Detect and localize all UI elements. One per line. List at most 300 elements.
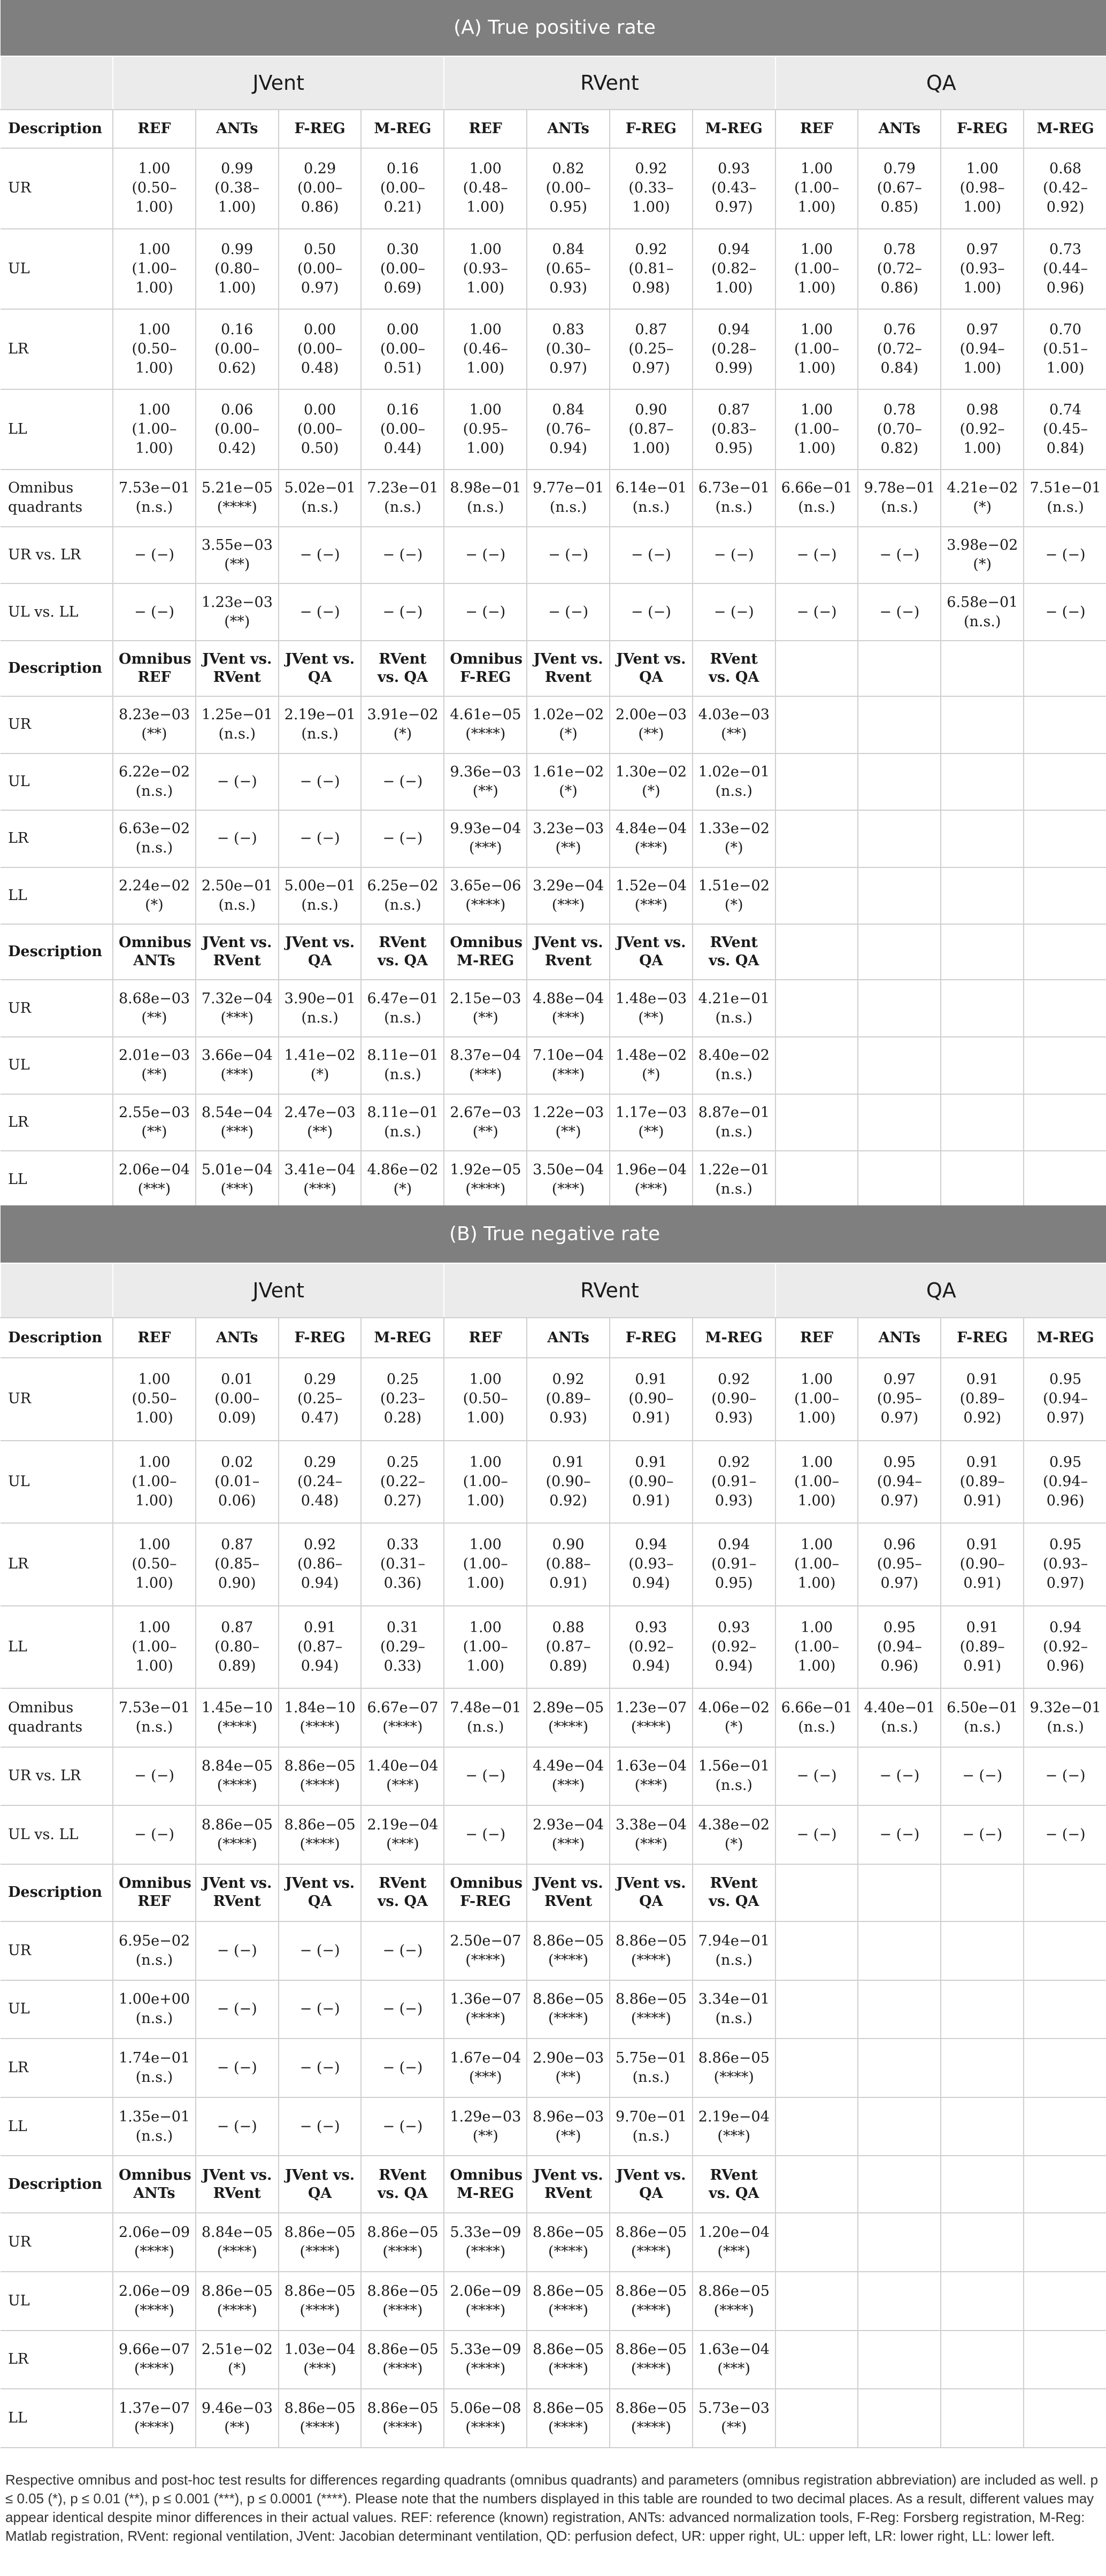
row-label: UL vs. LL <box>1 583 113 641</box>
cell-line: 4.06e−02 <box>698 1699 770 1716</box>
column-header: M-REG <box>361 1318 444 1358</box>
row-label: LR <box>1 309 113 389</box>
cell-line: 1.00 <box>138 402 171 419</box>
cell-line: (*) <box>724 1835 743 1852</box>
cell-line: (****) <box>382 2419 423 2436</box>
data-cell <box>693 1606 775 1688</box>
cell-line: 0.91 <box>635 1371 667 1388</box>
cell-line: 1.00) <box>963 359 1002 376</box>
cell-line: 0.87 <box>718 402 750 419</box>
data-cell <box>527 389 610 470</box>
table-row <box>1 389 1106 470</box>
group-header-qa: QA <box>775 56 1106 109</box>
cell-line: 0.93) <box>715 1410 753 1427</box>
column-header: Omnibus ANTs <box>113 2156 196 2213</box>
cell-line: (0.92– <box>711 1638 757 1655</box>
cell-line: (0.80– <box>214 1638 260 1655</box>
column-header: Description <box>1 110 113 149</box>
cell-line: 6.22e−02 <box>119 763 190 780</box>
row-label: LL <box>1 2389 113 2448</box>
cell-line: (***) <box>468 840 502 857</box>
cell-line: (0.93– <box>463 260 508 277</box>
cell-line: 0.84 <box>552 402 585 419</box>
cell-line: 8.87e−01 <box>698 1104 770 1121</box>
cell-line: 8.23e−03 <box>119 706 190 724</box>
row-label: LR <box>1 2331 113 2389</box>
data-cell <box>527 148 610 228</box>
data-cell <box>444 2213 527 2272</box>
data-cell <box>279 1921 362 1980</box>
cell-line: − (−) <box>217 773 257 790</box>
cell-line: 1.00) <box>632 199 670 216</box>
cell-line: 0.95) <box>715 440 753 457</box>
cell-line: (****) <box>134 2419 174 2436</box>
cell-line: 6.50e−01 <box>947 1699 1018 1716</box>
cell-line: 1.00 <box>138 160 171 178</box>
column-header: RVent vs. QA <box>361 641 444 696</box>
empty-cell <box>775 980 858 1037</box>
cell-line: − (−) <box>134 1767 174 1785</box>
data-cell <box>527 1606 610 1688</box>
cell-line: − (−) <box>548 546 588 563</box>
cell-line: (0.44– <box>1042 260 1088 277</box>
cell-line: 3.29e−04 <box>533 878 604 895</box>
data-cell <box>113 810 196 867</box>
cell-line: (0.00– <box>380 180 425 197</box>
cell-line: (0.87– <box>546 1638 591 1655</box>
table-row <box>1 1688 1106 1747</box>
data-cell <box>610 309 693 389</box>
cell-line: (0.50– <box>132 1390 177 1408</box>
data-cell <box>279 1523 362 1605</box>
cell-line: − (−) <box>382 773 423 790</box>
data-cell <box>775 583 858 641</box>
data-cell <box>693 810 775 867</box>
cell-line: (0.87– <box>297 1638 343 1655</box>
cell-line: 1.20e−04 <box>698 2224 770 2241</box>
data-cell <box>196 1037 279 1094</box>
column-header: RVent vs. QA <box>361 2156 444 2213</box>
cell-line: 0.74 <box>1049 402 1082 419</box>
cell-line: − (−) <box>382 546 423 563</box>
column-header: JVent vs. QA <box>610 641 693 696</box>
data-cell <box>444 810 527 867</box>
empty-cell <box>941 2097 1024 2156</box>
data-cell <box>610 1523 693 1605</box>
row-label: LL <box>1 2097 113 2156</box>
cell-line: (0.94– <box>877 1638 922 1655</box>
cell-line: 1.00) <box>135 279 173 296</box>
cell-line: 0.94) <box>715 1657 753 1674</box>
cell-line: 0.30 <box>386 241 419 258</box>
cell-line: (****) <box>465 1180 506 1197</box>
cell-line: 5.75e−01 <box>615 2049 687 2066</box>
column-header: F-REG <box>941 110 1024 149</box>
cell-line: (0.25– <box>297 1390 343 1408</box>
cell-line: (***) <box>220 1180 254 1197</box>
cell-line: (***) <box>386 1777 419 1794</box>
cell-line: 0.51) <box>383 359 422 376</box>
cell-line: 0.94 <box>1049 1619 1082 1636</box>
cell-line: 5.21e−05 <box>201 480 273 497</box>
cell-line: 9.46e−03 <box>201 2400 273 2417</box>
data-cell <box>279 753 362 811</box>
cell-line: (1.00– <box>132 1638 177 1655</box>
cell-line: (****) <box>631 2243 671 2260</box>
cell-line: 0.69) <box>383 279 422 296</box>
data-cell <box>196 1747 279 1806</box>
cell-line: − (−) <box>134 546 174 563</box>
cell-line: 1.36e−07 <box>450 1991 521 2008</box>
empty-cell <box>775 2039 858 2097</box>
empty-cell <box>775 1864 858 1921</box>
data-cell <box>361 1358 444 1440</box>
cell-line: (n.s.) <box>135 499 173 516</box>
cell-line: (n.s.) <box>881 1718 918 1735</box>
data-cell <box>444 2039 527 2097</box>
cell-line: 0.25 <box>386 1371 419 1388</box>
cell-line: 6.66e−01 <box>781 480 852 497</box>
cell-line: 0.99) <box>715 359 753 376</box>
cell-line: − (−) <box>299 773 340 790</box>
data-cell <box>527 1037 610 1094</box>
cell-line: (****) <box>217 2302 257 2319</box>
cell-line: 2.47e−03 <box>284 1104 356 1121</box>
cell-line: − (−) <box>217 2118 257 2135</box>
cell-line: 0.79 <box>883 160 916 178</box>
data-cell <box>693 1151 775 1208</box>
data-cell <box>610 583 693 641</box>
cell-line: 0.95 <box>1049 1536 1082 1554</box>
group-header-empty <box>1 56 113 109</box>
cell-line: 0.96) <box>1046 279 1085 296</box>
cell-line: (0.94– <box>1043 1473 1088 1490</box>
cell-line: − (−) <box>713 546 754 563</box>
empty-cell <box>775 1921 858 1980</box>
cell-line: (0.87– <box>628 421 674 438</box>
cell-line: 1.00 <box>800 402 833 419</box>
data-cell <box>527 1688 610 1747</box>
data-cell <box>361 1037 444 1094</box>
cell-line: (***) <box>717 2243 750 2260</box>
data-cell <box>610 1980 693 2039</box>
cell-line: 8.86e−05 <box>615 2400 687 2417</box>
data-cell <box>693 1688 775 1747</box>
data-cell <box>693 1980 775 2039</box>
cell-line: 8.86e−05 <box>615 2224 687 2241</box>
row-label: UR <box>1 1358 113 1440</box>
data-cell <box>361 867 444 925</box>
cell-line: 2.06e−09 <box>119 2224 190 2241</box>
column-header: Omnibus M-REG <box>444 924 527 980</box>
row-label: LL <box>1 1606 113 1688</box>
cell-line: 0.76 <box>883 321 916 338</box>
cell-line: 2.15e−03 <box>450 990 521 1007</box>
cell-line: (n.s.) <box>384 897 421 914</box>
row-label: UR vs. LR <box>1 1747 113 1806</box>
cell-line: (0.94– <box>959 340 1005 357</box>
empty-cell <box>858 2039 941 2097</box>
data-cell <box>279 2097 362 2156</box>
table-row <box>1 2389 1106 2448</box>
cell-line: 0.95 <box>883 1454 916 1471</box>
cell-line: 9.36e−03 <box>450 763 521 780</box>
cell-line: (0.92– <box>1043 1638 1088 1655</box>
cell-line: (0.46– <box>463 340 508 357</box>
cell-line: 8.11e−01 <box>367 1047 439 1064</box>
data-cell <box>444 1921 527 1980</box>
column-header: F-REG <box>279 1318 362 1358</box>
cell-line: (****) <box>631 2360 671 2378</box>
data-cell <box>610 696 693 753</box>
cell-line: 1.00) <box>1046 359 1085 376</box>
cell-line: 9.78e−01 <box>864 480 935 497</box>
cell-line: 1.84e−10 <box>284 1699 356 1716</box>
row-label: UR <box>1 696 113 753</box>
cell-line: 1.00) <box>135 359 173 376</box>
data-cell <box>361 1747 444 1806</box>
cell-line: 5.00e−01 <box>284 878 356 895</box>
column-header: JVent vs. RVent <box>196 641 279 696</box>
cell-line: (1.00– <box>794 1473 840 1490</box>
data-cell <box>361 753 444 811</box>
table-row <box>1 2213 1106 2272</box>
cell-line: (1.00– <box>132 1473 177 1490</box>
data-cell <box>610 1747 693 1806</box>
cell-line: (n.s.) <box>715 499 752 516</box>
cell-line: 4.86e−02 <box>367 1161 439 1178</box>
cell-line: (0.23– <box>380 1390 425 1408</box>
cell-line: 0.90 <box>552 1536 585 1554</box>
cell-line: 0.91) <box>963 1492 1002 1509</box>
data-cell <box>693 2097 775 2156</box>
cell-line: (***) <box>220 1123 254 1140</box>
cell-line: 4.88e−04 <box>533 990 604 1007</box>
cell-line: (n.s.) <box>218 897 256 914</box>
data-cell <box>610 527 693 584</box>
data-cell <box>196 2097 279 2156</box>
cell-line: 1.00) <box>963 279 1002 296</box>
cell-line: (0.01– <box>214 1473 260 1490</box>
data-cell <box>610 1921 693 1980</box>
cell-line: (***) <box>220 1066 254 1083</box>
cell-line: 1.23e−07 <box>615 1699 687 1716</box>
cell-line: (*) <box>973 556 992 573</box>
cell-line: − (−) <box>879 1826 920 1843</box>
cell-line: (n.s.) <box>715 2010 752 2027</box>
cell-line: 0.16 <box>386 160 419 178</box>
cell-line: (****) <box>713 2069 754 2086</box>
cell-line: 0.92 <box>718 1454 750 1471</box>
cell-line: 7.51e−01 <box>1030 480 1101 497</box>
cell-line: 3.65e−06 <box>450 878 521 895</box>
cell-line: 7.53e−01 <box>119 1699 190 1716</box>
cell-line: 4.03e−03 <box>698 706 770 724</box>
column-header: M-REG <box>693 1318 775 1358</box>
data-cell <box>527 309 610 389</box>
empty-cell <box>941 1980 1024 2039</box>
cell-line: − (−) <box>796 1826 837 1843</box>
data-cell <box>444 1747 527 1806</box>
cell-line: 0.95 <box>1049 1371 1082 1388</box>
cell-line: 0.97) <box>880 1410 919 1427</box>
cell-line: (n.s.) <box>1047 1718 1084 1735</box>
cell-line: 1.00) <box>963 199 1002 216</box>
data-cell <box>858 1805 941 1864</box>
cell-line: (0.50– <box>132 1556 177 1573</box>
data-cell <box>361 148 444 228</box>
cell-line: 1.00 <box>138 241 171 258</box>
data-cell <box>527 2097 610 2156</box>
cell-line: 0.62) <box>218 359 256 376</box>
column-header: Description <box>1 924 113 980</box>
cell-line: 0.97) <box>632 359 670 376</box>
cell-line: 0.92 <box>718 1371 750 1388</box>
data-cell <box>113 1358 196 1440</box>
cell-line: 1.00 <box>138 1454 171 1471</box>
data-cell <box>113 583 196 641</box>
empty-cell <box>941 980 1024 1037</box>
cell-line: 0.33 <box>386 1536 419 1554</box>
empty-cell <box>941 1094 1024 1151</box>
empty-cell <box>1024 1037 1106 1094</box>
cell-line: 0.29 <box>304 160 336 178</box>
cell-line: (*) <box>724 1718 743 1735</box>
cell-line: 1.45e−10 <box>201 1699 273 1716</box>
column-header: RVent vs. QA <box>693 2156 775 2213</box>
data-cell <box>693 583 775 641</box>
cell-line: 8.86e−05 <box>533 2341 604 2358</box>
row-label: UR <box>1 148 113 228</box>
section-true-positive-rate <box>0 0 1106 1209</box>
cell-line: (0.89– <box>959 1390 1005 1408</box>
data-cell <box>113 753 196 811</box>
data-cell <box>444 1151 527 1208</box>
cell-line: (n.s.) <box>301 1009 339 1026</box>
cell-line: (**) <box>224 556 250 573</box>
empty-cell <box>1024 1094 1106 1151</box>
cell-line: (0.93– <box>959 260 1005 277</box>
cell-line: 0.87 <box>635 321 667 338</box>
cell-line: 1.37e−07 <box>119 2400 190 2417</box>
data-cell <box>444 1980 527 2039</box>
cell-line: − (−) <box>465 1767 506 1785</box>
cell-line: 0.97) <box>715 199 753 216</box>
cell-line: − (−) <box>134 603 174 620</box>
data-cell <box>196 389 279 470</box>
cell-line: 1.00 <box>800 1536 833 1554</box>
cell-line: (***) <box>220 1009 254 1026</box>
cell-line: − (−) <box>299 2059 340 2076</box>
cell-line: 1.00 <box>138 321 171 338</box>
cell-line: (**) <box>638 1123 664 1140</box>
data-cell <box>196 1805 279 1864</box>
cell-line: − (−) <box>299 603 340 620</box>
column-header: F-REG <box>610 1318 693 1358</box>
cell-line: 8.86e−05 <box>284 1816 356 1833</box>
cell-line: − (−) <box>962 1767 1003 1785</box>
cell-line: (***) <box>386 1835 419 1852</box>
cell-line: (****) <box>548 2360 589 2378</box>
data-cell <box>1024 1688 1106 1747</box>
data-cell <box>610 810 693 867</box>
cell-line: (0.00– <box>297 340 343 357</box>
empty-cell <box>858 867 941 925</box>
cell-line: 1.35e−01 <box>119 2108 190 2125</box>
cell-line: (0.45– <box>1042 421 1088 438</box>
cell-line: − (−) <box>299 830 340 847</box>
data-cell <box>113 1688 196 1747</box>
data-cell <box>527 527 610 584</box>
empty-cell <box>1024 1151 1106 1208</box>
cell-line: 8.86e−05 <box>367 2282 439 2300</box>
empty-cell <box>941 753 1024 811</box>
cell-line: 1.00) <box>466 199 505 216</box>
cell-line: (**) <box>141 1066 167 1083</box>
data-cell <box>361 1606 444 1688</box>
group-header-empty <box>1 1263 113 1318</box>
data-cell <box>1024 527 1106 584</box>
cell-line: 1.02e−02 <box>533 706 604 724</box>
cell-line: (0.29– <box>380 1638 425 1655</box>
cell-line: (1.00– <box>794 421 840 438</box>
data-cell <box>527 980 610 1037</box>
cell-line: 0.48) <box>301 1492 339 1509</box>
cell-line: − (−) <box>382 2118 423 2135</box>
data-cell <box>693 2272 775 2331</box>
cell-line: (0.33– <box>628 180 674 197</box>
cell-line: 1.00) <box>715 279 753 296</box>
cell-line: 1.00) <box>466 1575 505 1592</box>
cell-line: 1.03e−04 <box>284 2341 356 2358</box>
empty-cell <box>858 2213 941 2272</box>
cell-line: (***) <box>717 2360 750 2378</box>
data-cell <box>858 1441 941 1523</box>
cell-line: (n.s.) <box>798 499 835 516</box>
cell-line: 2.51e−02 <box>201 2341 273 2358</box>
empty-cell <box>941 1037 1024 1094</box>
column-header-row <box>1 1864 1106 1921</box>
cell-line: (*) <box>559 782 578 799</box>
data-cell <box>858 148 941 228</box>
column-header: REF <box>113 110 196 149</box>
data-cell <box>279 1094 362 1151</box>
cell-line: (*) <box>724 897 743 914</box>
cell-line: 0.94 <box>718 241 750 258</box>
cell-line: 1.00) <box>135 1410 173 1427</box>
cell-line: − (−) <box>796 603 837 620</box>
empty-cell <box>941 810 1024 867</box>
cell-line: (**) <box>141 1123 167 1140</box>
cell-line: (****) <box>548 2010 589 2027</box>
data-cell <box>693 148 775 228</box>
cell-line: 1.00) <box>466 279 505 296</box>
cell-line: 2.19e−01 <box>284 706 356 724</box>
empty-cell <box>858 753 941 811</box>
cell-line: 0.50 <box>304 241 336 258</box>
cell-line: (****) <box>465 897 506 914</box>
cell-line: (****) <box>631 2302 671 2319</box>
empty-cell <box>941 924 1024 980</box>
cell-line: 0.98) <box>632 279 670 296</box>
data-cell <box>361 389 444 470</box>
cell-line: 2.06e−04 <box>119 1161 190 1178</box>
cell-line: (0.90– <box>628 1473 674 1490</box>
empty-cell <box>775 1151 858 1208</box>
data-cell <box>444 1523 527 1605</box>
cell-line: 6.14e−01 <box>615 480 687 497</box>
cell-line: 8.86e−05 <box>615 1932 687 1949</box>
